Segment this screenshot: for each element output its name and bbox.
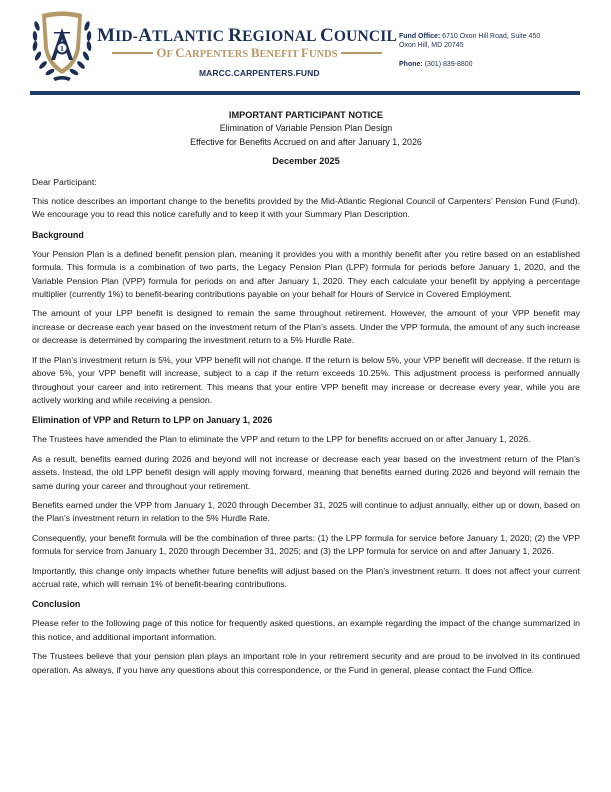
org-name [97,25,398,47]
fund-office-label: Fund Office: [399,33,441,40]
org-subtitle-word-rest: ENEFIT [259,49,302,60]
section-heading-background: Background [32,229,84,240]
notice-heading: IMPORTANT PARTICIPANT NOTICE [228,110,384,120]
org-subtitle-word-initial: F [301,45,309,60]
fund-logo-shield-icon [31,8,93,84]
elimination-paragraph-1: The Trustees have amended the Plan to eliminate the VPP and return to the LPP for benefits accrued on or after January 1, 2026. [32,434,531,445]
org-subtitle [112,46,382,60]
fund-office-line1 [399,32,540,41]
phone-label: Phone: [399,61,423,68]
elimination-paragraph-5: Importantly, this change only impacts whether future benefits will adjust based on the Plan’s investment return. It does not affect your current accrual rate, which will remain 1% of benefit-bearing contributions. [32,565,580,589]
fund-office-address-line2: Oxon Hill, MD 20745 [399,42,464,49]
website-link[interactable]: MARCC.CARPENTERS.FUND [199,68,320,78]
org-name-part: EGIONAL [242,28,320,45]
svg-text:1: 1 [59,46,65,53]
background-paragraph-1: Your Pension Plan is a defined benefit pension plan, meaning it provides you with a monthly benefit after you retire based on an established formula. This formula is a combination of two parts, the Legacy Pension Plan (LPP) formula for periods before January 1, 2020, and the Variable Pension Plan (VPP) formula for periods on and after January 1, 2020. They each calculate your benefit by applying a percentage multiplier (currently 1%) to benefit-bearing contributions payable on your behalf for Hours of Service in Covered Employment. [32,248,580,300]
org-subtitle-text [153,45,340,61]
decorative-rule-left [112,52,153,54]
notice-subheading: Elimination of Variable Pension Plan Design [219,123,393,134]
org-subtitle-word-rest: ARPENTERS [184,49,251,60]
elimination-paragraph-3: Benefits earned under the VPP from January 1, 2020 through December 31, 2025 will continue to adjust annually, either up or down, based on the Plan’s investment return in relation to the 5% Hurdle Rate. [32,499,580,524]
decorative-rule-right [341,52,382,54]
elimination-paragraph-2: As a result, benefits earned during 2026 and beyond will not increase or decrease each year based on the investment return of the Plan’s assets. Instead, the old LPP benefit design will apply moving forward, meaning that benefits earned during 2026 and beyond will remain the same during your career and throughout your retirement. [32,453,580,491]
background-paragraph-2: The amount of your LPP benefit is designed to remain the same throughout retirement. However, the amount of your VPP benefit may increase or decrease each year based on the investment return of the Plan’s assets. Under the VPP formula, the amount of any such increase or decrease is determined by comparing the investment return to a 5% Hurdle Rate. [32,308,580,346]
phone-line [399,60,540,69]
conclusion-paragraph-1: Please refer to the following page of this notice for frequently asked questions, an example regarding the impact of the change summarized in this notice, and additional important information. [32,618,580,642]
org-name-part: R [228,25,243,46]
notice-date: December 2025 [272,156,340,167]
intro-paragraph: This notice describes an important change to the benefits provided by the Mid-Atlantic Regional Council of Carpenters’ Pension Fund (Fund). We encourage you to read this notice carefully and to keep it with your Summary Plan Description. [32,196,580,220]
org-name-part: ID- [115,28,139,45]
phone-value[interactable]: (301) 839-8800 [424,61,473,68]
org-subtitle-word-initial: C [175,45,185,60]
org-subtitle-word-initial: B [250,45,260,60]
org-name-part: A [138,25,153,46]
section-heading-elimination: Elimination of VPP and Return to LPP on January 1, 2026 [32,415,273,426]
org-subtitle-word-rest: UNDS [308,49,338,60]
contact-info [399,32,540,69]
header-divider [30,91,580,95]
notice-body [32,109,580,677]
org-name-part: M [97,25,116,46]
section-heading-conclusion: Conclusion [32,599,81,610]
org-name-part: TLANTIC [152,28,229,45]
notice-effective-line: Effective for Benefits Accrued on and after January 1, 2026 [190,136,422,147]
elimination-paragraph-4: Consequently, your benefit formula will be the combination of three parts: (1) the LPP formula for service before January 1, 2020; (2) the VPP formula for service from January 1, 2020 through December 31, 2025; and (3) the LPP formula for service on and after January 1, 2026. [32,532,580,557]
org-name-part: OUNCIL [333,28,398,45]
background-paragraph-3: If the Plan’s investment return is 5%, your VPP benefit will not change. If the return is below 5%, your VPP benefit will decrease. If the return is above 5%, your VPP benefit will increase, subject to a cap if the return exceeds 10.25%. This adjustment process is performed annually throughout your career and into retirement. This means that your entire VPP benefit may increase or decrease every year, while you are actively working and while receiving a pension. [32,354,580,405]
org-subtitle-word-initial: O [156,45,167,60]
salutation: Dear Participant: [32,176,97,187]
org-name-part: C [319,25,334,46]
letterhead [0,0,611,100]
notice-title-block [32,109,580,169]
org-subtitle-word-rest: F [166,49,176,60]
conclusion-paragraph-2: The Trustees believe that your pension plan plays an important role in your retirement security and are proud to be involved in its continued operation. As always, if you have any questions about this correspondence, or the Fund in general, please contact the Fund Office. [32,651,580,675]
fund-office-address-line1: 6710 Oxon Hill Road, Suite 450 [442,33,541,40]
